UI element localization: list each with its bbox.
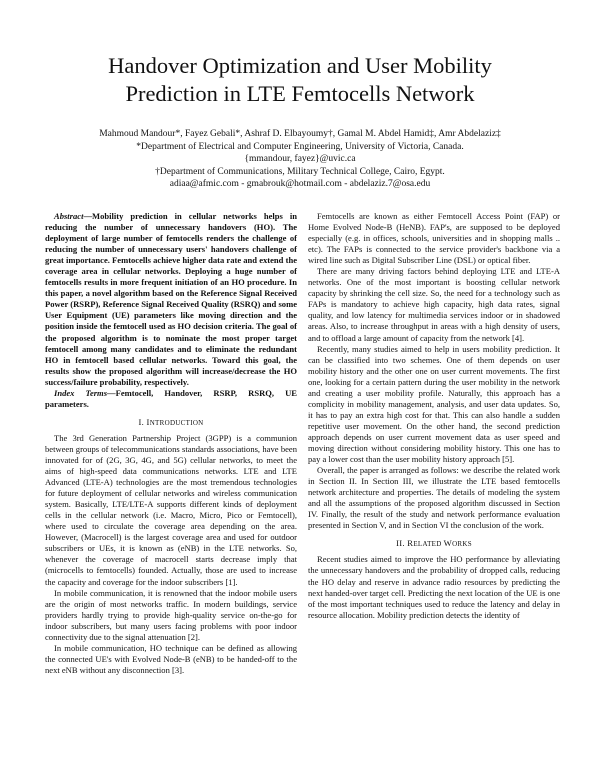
index-terms-lead: Index Terms: [54, 387, 108, 398]
intro-paragraph-4: Femtocells are known as either Femtocell Access Point (FAP) or Home Evolved Node-B (HeNB). FAP's, are supposed to be deployed especially (e.g. in offices, schools, universities and in shopping malls .. etc). The FAPs is connected to the service provider's backbone via a wired line such as Digital Subscriber Line (DSL) or optical fiber.: [308, 211, 560, 266]
intro-paragraph-5: There are many driving factors behind deploying LTE and LTE-A networks. One of the most important is boosting cellular network capacity by shrinking the cell size. So, the need for a technology such as FAPs is mandatory to achieve high capacity, high data rates, signal quality, and low latency for multimedia services indoor or in shadowed areas. Also, to increase throughput in areas with a high density of users, and to offload a large amount of capacity from the network [4].: [308, 266, 560, 343]
affiliation-1: *Department of Electrical and Computer Engineering, University of Victoria, Canada.: [136, 141, 464, 152]
abstract-lead: Abstract: [54, 211, 84, 221]
related-paragraph-1: Recent studies aimed to improve the HO performance by alleviating the unnecessary handovers and the probability of dropped calls, reducing the HO delay and reserve in advance radio resources by predicting the next handed-over target cell. Predicting the next location of the UE is one of the most important techniques used to reduce the latency and delay in resource allocation. Mobility prediction detects the identity of: [308, 554, 560, 620]
author-block: [30, 128, 570, 191]
affiliation-2: †Department of Communications, Military Technical College, Cairo, Egypt.: [155, 166, 445, 177]
title-line-2: Prediction in LTE Femtocells Network: [125, 81, 475, 106]
intro-paragraph-3: In mobile communication, HO technique can be defined as allowing the connected UE's with Evolved Node-B (eNB) to be handed-off to the next eNB without any disconnection [3].: [45, 642, 297, 675]
intro-paragraph-1: The 3rd Generation Partnership Project (3GPP) is a communion between groups of telecommunications standards associations, have been innovated for of (2G, 3G, 4G, and 5G) cellular networks, to meet the aims of high-speed data communications networks. LTE and LTE Advanced (LTE-A) technologies are the most tremendous technologies for future deployment of cellular networks and wireless communication system. Basically, LTE/LTE-A supports different kinds of deployment cells in the cellular network (i.e. Macro, Micro, Pico or Femtocell), where used to circulate the coverage area depending on the area. However, (Macrocell) is the largest coverage area and used for outdoor subscribers or UEs, it is known as (eNB) in the LTE networks. So, whenever the coverage of macrocell starts decrease imply that (microcells to femtocells) founded. Actually, those are used to increase the capacity and coverage for the indoor subscribers [1].: [45, 432, 297, 587]
intro-paragraph-2: In mobile communication, it is renowned that the indoor mobile users are the origin of most networks traffic. In modern buildings, service providers hardly trying to provide high-quality service on-the-go for indoor subscribers, but many users facing problems with poor indoor connectivity due to the signal attenuation [2].: [45, 587, 297, 642]
title-line-1: Handover Optimization and User Mobility: [108, 53, 492, 78]
section-heading-introduction: I. INTRODUCTION: [138, 416, 204, 427]
author-names: Mahmoud Mandour*, Fayez Gebali*, Ashraf D. Elbayoumy†, Gamal M. Abdel Hamid‡, Amr Abdelaziz‡: [99, 129, 501, 139]
intro-paragraph-7: Overall, the paper is arranged as follows: we describe the related work in Section II. In Section III, we illustrate the LTE based femtocells network architecture and properties. The details of modeling the system and all the assumptions of the proposed algorithm discussed in Section IV. Finally, the result of the study and network performance evaluation presented in Section V, and in Section VI the conclusion of the work.: [308, 465, 560, 531]
email-2: adiaa@afmic.com - gmabrouk@hotmail.com - abdelaziz.7@osa.edu: [169, 179, 431, 190]
left-column: [45, 211, 297, 676]
index-terms: [45, 388, 297, 410]
intro-paragraph-6: Recently, many studies aimed to help in users mobility prediction. It can be classified into two schemes. One of them depends on user mobility history and the other one on user current movements. The first one, looking for a certain pattern during the user mobility in the network and creating a user mobility profile. Naturally, this approach has a complicity in mobility management, analysis, and user data updates. So, it has to pay an extra high cost for that. This can also handle a sudden repetitive user movement. On the other hand, the second prediction approach depends on user current movement data as user speed and moving direction without considering mobility history. This one has to pay a lower cost than the user mobility history approach [5].: [308, 343, 560, 465]
section-heading-related-works: II. RELATED WORKS: [396, 538, 472, 549]
email-1: {mmandour, fayez}@uvic.ca: [244, 154, 356, 165]
right-column: [308, 211, 560, 621]
paper-title: [40, 52, 560, 108]
abstract: [45, 211, 297, 388]
abstract-text: —Mobility prediction in cellular networks helps in reducing the number of unnecessary handovers (HO). The deployment of large number of femtocells renders the challenge of reducing the number of unnecessary users' handovers challenge of great importance. Femtocells achieve higher data rate and extend the coverage area in cellular networks. Deploying a huge number of femtocells results in more frequent initiation of an HO procedure. In this paper, a novel algorithm based on the Reference Signal Received Power (RSRP), Reference Signal Received Quality (RSRQ) and some User Equipment (UE) parameters like moving direction and the position inside the femtocell used as HO decision criteria. The goal of the proposed algorithm is to nominate the most proper target femtocell among many candidates and to eliminate the redundant HO in femtocell based cellular networks. Toward this goal, the results show the proposed algorithm will increase/decrease the HO success/failure probability, respectively.: [45, 211, 297, 387]
index-terms-text: —Femtocell, Handover, RSRP, RSRQ, UE parameters.: [45, 387, 297, 409]
